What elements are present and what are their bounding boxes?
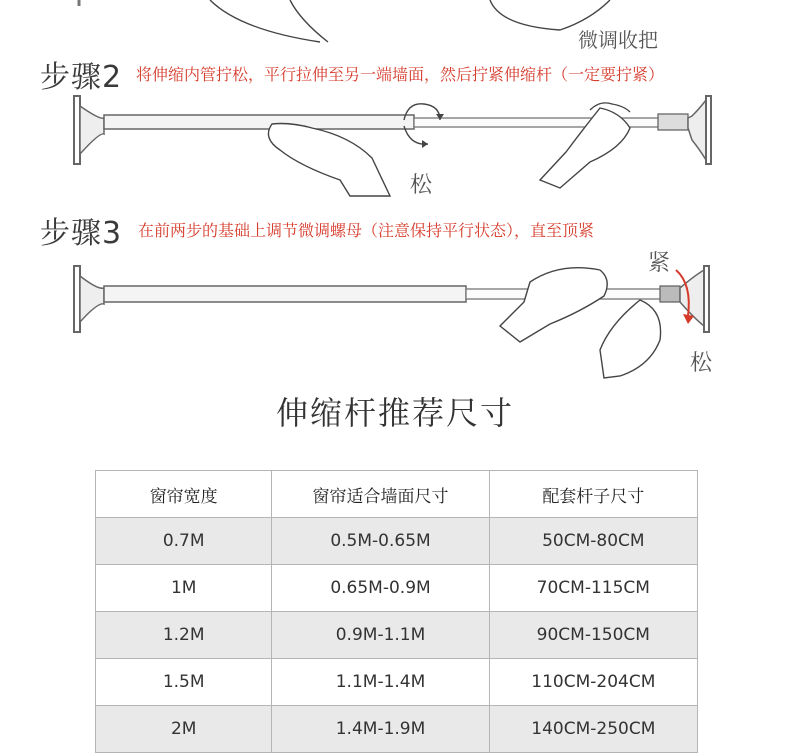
- left-suction-cup: [80, 106, 104, 154]
- cell-curtain-width: 0.7M: [96, 518, 272, 565]
- left-wall-plate: [74, 266, 80, 332]
- table-row: [96, 518, 698, 565]
- cell-rod-size: 90CM-150CM: [489, 612, 697, 659]
- adjust-nut: [660, 286, 680, 302]
- step1-illustration: [0, 0, 790, 52]
- cell-curtain-width: 1.2M: [96, 612, 272, 659]
- cell-curtain-width: 2M: [96, 706, 272, 753]
- cell-rod-size: 140CM-250CM: [489, 706, 697, 753]
- cell-wall-size: 0.9M-1.1M: [272, 612, 489, 659]
- cell-curtain-width: 1M: [96, 565, 272, 612]
- step3-description: 在前两步的基础上调节微调螺母（注意保持平行状态），直至顶紧: [138, 221, 595, 240]
- outer-tube: [104, 115, 414, 129]
- left-suction-cup: [80, 276, 104, 322]
- outer-tube: [104, 286, 466, 302]
- step2-title: 步骤2: [40, 60, 123, 95]
- step2-illustration: [0, 88, 790, 200]
- left-hand-sketch: [268, 124, 390, 197]
- cell-rod-size: 110CM-204CM: [489, 659, 697, 706]
- size-table: [95, 470, 698, 753]
- step2-loosen-label: 松: [410, 173, 433, 198]
- inner-tube: [414, 118, 684, 127]
- table-row: [96, 612, 698, 659]
- header-curtain-width: 窗帘宽度: [96, 471, 272, 518]
- step3-tighten-label: 紧: [648, 251, 671, 276]
- table-row: [96, 706, 698, 753]
- lower-hand-sketch: [600, 300, 661, 378]
- table-row: [96, 565, 698, 612]
- table-header-row: [96, 471, 698, 518]
- cell-rod-size: 50CM-80CM: [489, 518, 697, 565]
- right-wall-plate: [706, 96, 711, 164]
- table-row: [96, 659, 698, 706]
- step3-illustration: [0, 240, 790, 385]
- right-suction-cup: [688, 100, 706, 160]
- cell-wall-size: 0.65M-0.9M: [272, 565, 489, 612]
- section-title: 伸缩杆推荐尺寸: [275, 394, 514, 432]
- right-wall-plate: [704, 266, 709, 332]
- fine-tune-hint: 微调收把: [578, 28, 658, 52]
- adjust-nut: [658, 114, 688, 130]
- step2-description: 将伸缩内管拧松，平行拉伸至另一端墙面，然后拧紧伸缩杆（一定要拧紧）: [136, 65, 665, 84]
- cell-curtain-width: 1.5M: [96, 659, 272, 706]
- step3-loosen-label: 松: [690, 351, 713, 376]
- cell-wall-size: 0.5M-0.65M: [272, 518, 489, 565]
- header-rod-size: 配套杆子尺寸: [489, 471, 697, 518]
- header-wall-size: 窗帘适合墙面尺寸: [272, 471, 489, 518]
- step3-title: 步骤3: [40, 216, 123, 251]
- cell-wall-size: 1.1M-1.4M: [272, 659, 489, 706]
- cell-rod-size: 70CM-115CM: [489, 565, 697, 612]
- upper-hand-sketch: [500, 268, 607, 342]
- left-wall-plate: [74, 96, 80, 164]
- cell-wall-size: 1.4M-1.9M: [272, 706, 489, 753]
